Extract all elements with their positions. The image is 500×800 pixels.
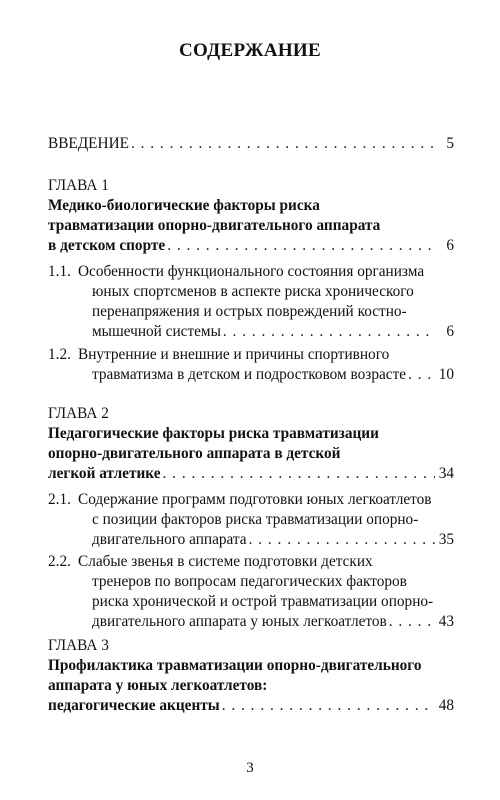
entry-text-line: двигательного аппарата <box>92 531 247 548</box>
entry-page-number: 6 <box>446 237 454 254</box>
entry-text-line: Внутренние и внешние и причины спортивного <box>78 346 390 363</box>
toc-entry-section-1-2[interactable] <box>48 345 454 385</box>
entry-text-line: риска хронической и острой травматизации опорно- <box>92 593 434 610</box>
toc-entry-section-2-1[interactable] <box>48 490 454 550</box>
entry-page-number: 48 <box>438 697 454 714</box>
entry-text-line: опорно-двигательного аппарата в детской <box>48 445 341 462</box>
entry-text-line: с позиции факторов риска травматизации опорно- <box>92 511 419 528</box>
chapter-heading-3: ГЛАВА 3 <box>48 637 109 654</box>
dot-leader <box>163 464 435 484</box>
entry-page-number: 34 <box>438 465 454 482</box>
toc-entry-section-1-1[interactable] <box>48 262 454 342</box>
entry-label: ВВЕДЕНИЕ <box>48 135 129 152</box>
entry-text-line: Слабые звенья в системе подготовки детских <box>78 553 373 570</box>
toc-entry-introduction[interactable] <box>48 134 454 154</box>
entry-text-line: легкой атлетике <box>48 465 161 482</box>
entry-text-line: юных спортсменов в аспекте риска хронического <box>92 283 414 300</box>
entry-page-number: 6 <box>446 323 454 340</box>
entry-page-number: 10 <box>438 366 454 383</box>
chapter-heading-2: ГЛАВА 2 <box>48 405 109 422</box>
entry-page-number: 35 <box>438 531 454 548</box>
chapter-heading-1: ГЛАВА 1 <box>48 177 109 194</box>
entry-text-line: Содержание программ подготовки юных легкоатлетов <box>78 491 432 508</box>
entry-text-line: травматизма в детском и подростковом возрасте <box>92 366 407 383</box>
dot-leader <box>167 236 436 256</box>
toc-entry-chapter-1[interactable] <box>48 196 454 256</box>
toc-entry-chapter-3[interactable] <box>48 656 454 716</box>
entry-page-number: 43 <box>438 613 454 630</box>
dot-leader <box>408 365 435 385</box>
entry-text-line: аппарата у юных легкоатлетов: <box>48 677 268 694</box>
entry-text-line: Педагогические факторы риска травматизации <box>48 425 379 442</box>
page-title: СОДЕРЖАНИЕ <box>179 40 321 61</box>
entry-text-line: двигательного аппарата у юных легкоатлетов <box>92 613 387 630</box>
dot-leader <box>389 612 435 632</box>
entry-text-line: мышечной системы <box>92 323 221 340</box>
entry-text-line: Особенности функционального состояния организма <box>78 263 425 280</box>
entry-text-line: Медико-биологические факторы риска <box>48 197 320 214</box>
dot-leader <box>131 134 436 154</box>
section-number: 1.1. <box>48 263 71 280</box>
dot-leader <box>249 530 435 550</box>
entry-text-line: перенапряжения и острых повреждений костно- <box>92 303 407 320</box>
dot-leader <box>222 696 435 716</box>
toc-entry-chapter-2[interactable] <box>48 424 454 484</box>
section-number: 1.2. <box>48 346 71 363</box>
section-number: 2.1. <box>48 491 71 508</box>
page-number: 3 <box>246 760 254 776</box>
entry-text-line: Профилактика травматизации опорно-двигательного <box>48 657 422 674</box>
entry-text-line: в детском спорте <box>48 237 166 254</box>
toc-entry-section-2-2[interactable] <box>48 552 454 632</box>
section-number: 2.2. <box>48 553 71 570</box>
entry-text-line: педагогические акценты <box>48 697 220 714</box>
entry-text-line: тренеров по вопросам педагогических факторов <box>92 573 407 590</box>
dot-leader <box>223 322 436 342</box>
entry-page-number: 5 <box>446 135 454 152</box>
entry-text-line: травматизации опорно-двигательного аппарата <box>48 217 381 234</box>
